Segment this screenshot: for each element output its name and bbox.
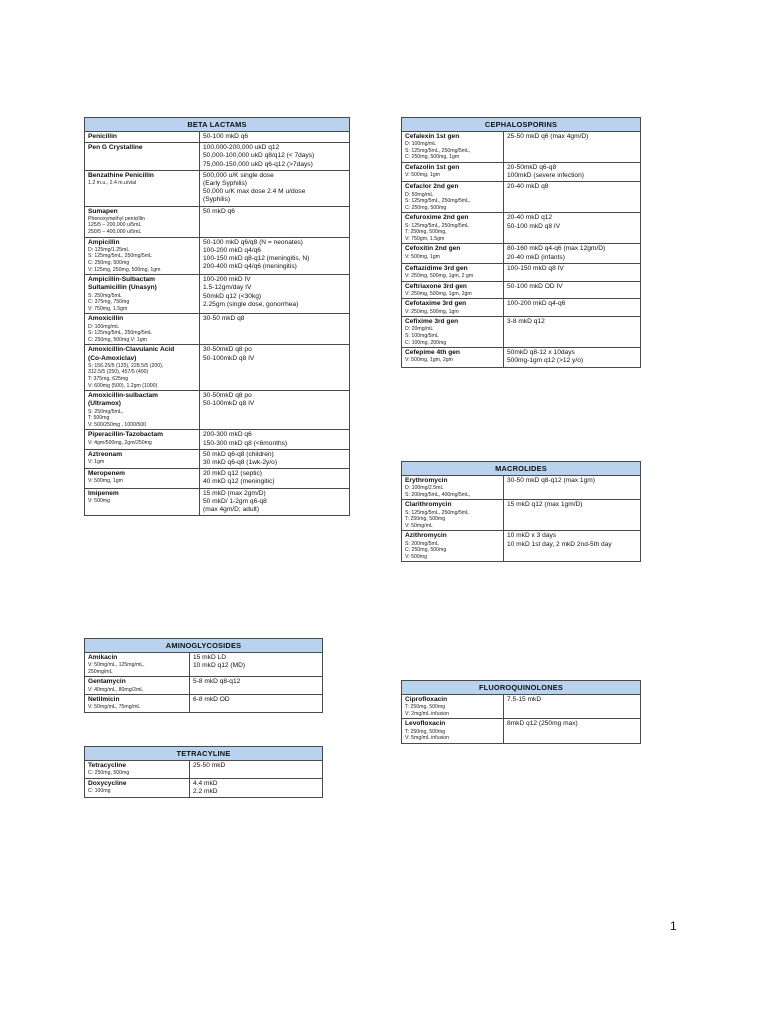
drug-name-alt: (Co-Amoxiclav) (88, 354, 137, 362)
drug-cell (85, 391, 200, 430)
dose-line: 2.25gm (single dose, gonorrhea) (203, 300, 299, 308)
drug-name: Meropenem (88, 470, 126, 478)
dose-line: 1.5-12gm/day IV (203, 284, 252, 292)
dose-line: 50mkD q8-12 x 10days (507, 349, 575, 357)
preparation-line: 250mg/mL (88, 668, 113, 675)
dose-cell (200, 449, 350, 468)
table-title: BETA LACTAMS (85, 118, 350, 132)
table-row (402, 132, 641, 163)
drug-name: Netilmicin (88, 696, 120, 704)
preparation-line: D: 50mg/mL (405, 191, 434, 198)
drug-cell (402, 182, 504, 213)
dose-line: (Syphilis) (203, 196, 231, 204)
table-row (85, 391, 350, 430)
drug-cell (85, 345, 200, 391)
table-row (85, 170, 350, 206)
drug-name: Tetracycline (88, 762, 126, 769)
table-row (402, 281, 641, 299)
dose-line: 50,000-100,000 ukD q8/q12 (< 7days) (203, 152, 315, 160)
dose-line: 100-150 mkD q8-q12 (meningitis, N) (203, 255, 310, 263)
preparation-line: V: 500/250mg , 1000/500 (88, 421, 147, 428)
dose-line: 20-40 mkD q12 (507, 214, 553, 222)
table-row (402, 719, 641, 743)
table-row (402, 695, 641, 719)
preparation-line: V: 750mg, 1.5gm (88, 305, 128, 312)
table-row (402, 476, 641, 500)
preparation-line: 125/5 – 200,000 u/5mL (88, 222, 142, 229)
preparation-line: T: 250mg, 500mg (405, 728, 446, 735)
table-row (85, 430, 350, 449)
dose-cell (504, 162, 641, 181)
dose-line: 2.2 mkD (193, 788, 218, 795)
drug-name: Amoxicillin-sulbactam (88, 392, 158, 400)
fluoroquinolones-table (401, 680, 641, 744)
dose-cell (200, 206, 350, 237)
dose-line: 50-100mkD q8 IV (203, 354, 255, 362)
preparation-line: V: 50mg/mL (405, 522, 433, 529)
preparation-line: V: 750gm, 1.5gm (405, 235, 445, 242)
dose-line: 200-300 mkD q6 (203, 431, 252, 439)
drug-cell (85, 488, 200, 516)
dose-cell (190, 653, 323, 677)
drug-cell (85, 237, 200, 275)
drug-name: Ciprofloxacin (405, 696, 448, 703)
drug-name: Sumapen (88, 207, 118, 215)
table-header-row (402, 118, 641, 132)
dose-cell (504, 719, 641, 743)
dose-line: 30 mkD q6-q8 (1wk-2y/o) (203, 458, 278, 466)
table-title: FLUOROQUINOLONES (402, 681, 641, 695)
table-row (402, 500, 641, 531)
dose-cell (200, 391, 350, 430)
dose-line: 50-100mkD q8 IV (203, 400, 255, 408)
dose-line: 100,000-200,000 ukD q12 (203, 144, 280, 152)
beta-lactams-table (84, 117, 350, 516)
drug-name: Aztreonam (88, 450, 123, 458)
table-header-row (85, 118, 350, 132)
preparation-line: V: 125mg, 250mg, 500mg, 1gm (88, 266, 161, 273)
drug-name: Clarithromycin (405, 501, 452, 509)
dose-cell (200, 345, 350, 391)
drug-name: Imipenem (88, 489, 119, 497)
drug-cell (402, 132, 504, 163)
drug-cell (85, 653, 190, 677)
preparation-line: 1.2 m.u., 2.4 m.u/vial (88, 180, 137, 187)
preparation-line: V: 500mg, 1gm (405, 253, 440, 260)
dose-line: 6-8 mkD OD (193, 696, 230, 704)
drug-cell (402, 317, 504, 348)
preparation-line: C: 250mg, 500mg, 1gm (405, 154, 460, 161)
dose-line: 150-300 mkD q8 (<6months) (203, 439, 288, 447)
table-row (402, 244, 641, 263)
preparation-line: S: 125mg/5mL, 250mg/5mL (405, 509, 470, 516)
dose-line: 20-50mkD q6-q8 (507, 163, 557, 171)
dose-cell (190, 761, 323, 779)
preparation-line: V: 250mg, 500mg, 1gm (405, 308, 459, 315)
drug-cell (85, 275, 200, 314)
table-row (402, 162, 641, 181)
preparation-line: S: 156.25/5 (125), 228.5/5 (200), (88, 362, 164, 369)
drug-name: Benzathine Penicillin (88, 171, 154, 179)
drug-cell (85, 206, 200, 237)
dose-line: 500,000 u/K single dose (203, 171, 274, 179)
table-row (85, 132, 350, 143)
drug-name: Amikacin (88, 654, 118, 661)
drug-name: Cefepime 4th gen (405, 349, 460, 357)
table-row (402, 348, 641, 367)
preparation-line: V: 1gm (88, 458, 105, 465)
preparation-line: S: 125mg/5mL, 250mg/5mL, (405, 198, 471, 205)
preparation-line: C: 250mg, 500mg (88, 770, 130, 777)
drug-name: Pen G Crystalline (88, 144, 143, 152)
dose-line: 15 mkD q12 (max 1gm/D) (507, 501, 583, 509)
dose-cell (200, 469, 350, 488)
dose-cell (200, 132, 350, 143)
preparation-line: S: 100mg/5mL (405, 332, 439, 339)
table-row (402, 317, 641, 348)
dose-cell (504, 531, 641, 562)
drug-cell (402, 213, 504, 244)
drug-cell (85, 143, 200, 171)
drug-name: Cefoxitin 2nd gen (405, 245, 461, 253)
drug-name: Cefuroxime 2nd gen (405, 214, 469, 222)
dose-cell (200, 237, 350, 275)
preparation-line: T: 375mg, 625mg (88, 375, 129, 382)
dose-line: 4.4 mkD (193, 779, 218, 787)
drug-cell (402, 281, 504, 299)
preparation-line: S: 125mg/5mL, 250mg/5mL (88, 253, 153, 260)
drug-cell (402, 348, 504, 367)
drug-name: Erythromycin (405, 477, 448, 484)
preparation-line: V: 600mg (500), 1.2gm (1000) (88, 382, 158, 389)
preparation-line: S: 125mg/5mL, 250mg/5mL, (405, 147, 471, 154)
table-row (85, 677, 323, 695)
dose-line: 50-100 mkD q6/q8 (N = neonates) (203, 238, 303, 246)
preparation-line: C: 100mg (88, 788, 111, 794)
dose-line: 20-40 mkD (infants) (507, 253, 565, 261)
dose-line: 5-8 mkD q8-q12 (193, 678, 241, 686)
page-number: 1 (670, 919, 677, 933)
table-row (85, 237, 350, 275)
drug-name: Ampicillin (88, 238, 120, 246)
dose-cell (200, 170, 350, 206)
dose-line: 50mkD q12 (<30kg) (203, 292, 262, 300)
dose-line: 75,000-150,000 ukD q6-q12 (>7days) (203, 160, 313, 168)
preparation-line: C: 375mg, 750mg (88, 299, 130, 306)
drug-name: Amoxicillin (88, 315, 124, 323)
drug-name: Cefaclor 2nd gen (405, 183, 459, 191)
dose-line: 30-50 mkD q8-q12 (max 1gm) (507, 477, 595, 484)
dose-cell (200, 430, 350, 449)
preparation-line: 250/5 – 400,000 u/5mL (88, 229, 142, 236)
preparation-line: C: 250mg, 500mg (405, 547, 447, 554)
dose-line: 15 mkD LD (193, 654, 226, 661)
macrolides-table (401, 461, 641, 562)
drug-cell (402, 244, 504, 263)
table-title: MACROLIDES (402, 462, 641, 476)
table-row (85, 206, 350, 237)
drug-cell (402, 263, 504, 281)
preparation-line: T: 250mg, 500mg (405, 704, 446, 711)
dose-line: 50 mkD q6 (203, 207, 235, 215)
dose-cell (504, 476, 641, 500)
preparation-line: V: 50mg/mL, 75mg/mL (88, 704, 141, 711)
dose-line: 30-50mkD q8 po (203, 346, 252, 354)
aminoglycosides-table (84, 638, 323, 713)
dose-line: 15 mkD (max 2gm/D) (203, 489, 266, 497)
preparation-line: T: 250mg, 500mg (405, 516, 446, 523)
preparation-line: C: 250mg, 500mg V: 1gm (88, 336, 147, 343)
dose-cell (504, 695, 641, 719)
drug-name: Piperacillin-Tazobactam (88, 431, 163, 439)
drug-name-alt: Sultamicillin (Unasyn) (88, 284, 157, 292)
dose-cell (504, 263, 641, 281)
table-row (85, 778, 323, 797)
drug-name: Levofloxacin (405, 720, 446, 728)
preparation-line: V: 500mg (88, 497, 111, 504)
dose-line: 50-100 mkD q8 IV (507, 222, 561, 230)
drug-name: Azithromycin (405, 532, 447, 540)
preparation-line: S: 125mg/5mL, 250mg/5mL (405, 222, 470, 229)
drug-cell (85, 430, 200, 449)
drug-name: Cefalexin 1st gen (405, 133, 460, 140)
table-row (85, 653, 323, 677)
table-row (402, 213, 641, 244)
drug-cell (402, 500, 504, 531)
drug-cell (85, 170, 200, 206)
drug-cell (402, 531, 504, 562)
drug-name: Gentamycin (88, 678, 126, 686)
drug-cell (85, 695, 190, 713)
drug-cell (85, 778, 190, 797)
dose-line: 500mg-1gm q12 (>12 y/o) (507, 357, 584, 365)
dose-line: 100-200 mkD IV (203, 276, 251, 284)
table-row (402, 263, 641, 281)
preparation-line: S: 250mg/5mL, (88, 408, 124, 415)
preparation-line: S: 125mg/5mL, 250mg/5mL (88, 330, 153, 337)
table-row (85, 449, 350, 468)
preparation-line: V: 250mg, 500mg, 1gm, 2 gm (405, 272, 474, 279)
table-row (402, 531, 641, 562)
cephalosporins-table (401, 117, 641, 368)
dose-line: 30-50 mkD q8 (203, 315, 245, 323)
drug-cell (85, 449, 200, 468)
dose-cell (504, 317, 641, 348)
table-row (85, 143, 350, 171)
tetracyline-table (84, 746, 323, 798)
dose-cell (504, 182, 641, 213)
dose-line: 50-100 mkD q6 (203, 133, 249, 140)
dose-line: 50,000 u/K max dose 2.4 M u/dose (203, 188, 306, 196)
dose-line: 50 mkD q6-q8 (children) (203, 450, 274, 458)
table-title: AMINOGLYCOSIDES (85, 639, 323, 653)
table-row (85, 761, 323, 779)
drug-cell (402, 299, 504, 317)
dose-cell (504, 500, 641, 531)
dose-line: 100mkD (severe infection) (507, 172, 584, 180)
drug-name: Amoxicillin-Clavulanic Acid (88, 346, 175, 354)
dose-cell (200, 275, 350, 314)
dose-line: 40 mkD q12 (meningitic) (203, 478, 275, 486)
table-row (85, 275, 350, 314)
dose-line: 20 mkD q12 (septic) (203, 470, 262, 478)
dose-line: 10 mkD x 3 days (507, 532, 557, 540)
dose-line: (max 4gm/D; adult) (203, 505, 260, 513)
preparation-line: V: 500mg (405, 553, 428, 560)
dose-cell (190, 778, 323, 797)
drug-name: Penicillin (88, 133, 117, 140)
table-row (402, 299, 641, 317)
table-header-row (85, 747, 323, 761)
drug-cell (402, 695, 504, 719)
preparation-line: D: 100mg/mL (88, 323, 120, 330)
preparation-line: T: 500mg (88, 415, 110, 422)
dose-cell (200, 143, 350, 171)
table-title: CEPHALOSPORINS (402, 118, 641, 132)
table-header-row (402, 681, 641, 695)
table-row (85, 469, 350, 488)
table-row (85, 345, 350, 391)
preparation-line: V: 500mg, 1gm (405, 172, 440, 179)
dose-cell (190, 677, 323, 695)
preparation-line: V: 50mg/mL, 125mg/mL, (88, 662, 145, 669)
dose-line: 100-200 mkD q4/q6 (203, 246, 261, 254)
table-header-row (402, 462, 641, 476)
dose-cell (504, 281, 641, 299)
preparation-line: D: 100mg/mL (405, 141, 437, 148)
dose-line: (Early Syphilis) (203, 180, 247, 188)
dose-cell (504, 244, 641, 263)
drug-name: Ceftriaxone 3rd gen (405, 282, 467, 290)
dose-line: 25-50 mkD q6 (max 4gm/D) (507, 133, 589, 140)
preparation-line: V: 500mg, 1gm (88, 478, 123, 485)
dose-line: 3-8 mkD q12 (507, 318, 545, 326)
dose-line: 50 mkD/ 1-2gm q6-q8 (203, 497, 267, 505)
dose-cell (200, 314, 350, 345)
table-row (85, 695, 323, 713)
dose-line: 7.5-15 mkD (507, 696, 542, 703)
preparation-line: S: 200mg/5mL, 400mg/5mL, (405, 491, 471, 498)
drug-name: Ampicillin-Sulbactam (88, 276, 156, 284)
preparation-line: C: 250mg, 500mg (405, 204, 447, 211)
drug-name: Cefixime 3rd gen (405, 318, 459, 326)
drug-name-alt: (Ultramox) (88, 400, 121, 408)
table-row (85, 314, 350, 345)
drug-cell (402, 719, 504, 743)
preparation-line: D: 125mg/1.25mL (88, 246, 130, 253)
preparation-line: V: 40mg/mL, 80mg/2mL (88, 686, 144, 693)
preparation-line: V: 5mg/mL infusion (405, 735, 450, 742)
dose-line: 20-40 mkD q8 (507, 183, 549, 191)
drug-name: Doxycycline (88, 779, 127, 787)
drug-name: Ceftazidime 3rd gen (405, 264, 468, 272)
dose-cell (200, 488, 350, 516)
dose-line: 30-50mkD q8 po (203, 392, 252, 400)
preparation-line: C: 100mg, 200mg (405, 339, 447, 346)
preparation-line: D: 100mg/2.5mL (405, 485, 444, 492)
dose-line: 50-100 mkD OD IV (507, 282, 563, 290)
dose-line: 8mkD q12 (250mg max) (507, 720, 578, 728)
dose-cell (504, 213, 641, 244)
preparation-line: V: 500mg, 1gm, 2gm (405, 357, 453, 364)
dose-cell (190, 695, 323, 713)
drug-name: Cefotaxime 3rd gen (405, 300, 467, 308)
drug-cell (85, 761, 190, 779)
dose-line: 10 mkD 1st day, 2 mkD 2nd-5th day (507, 540, 612, 548)
drug-cell (85, 314, 200, 345)
table-row (402, 182, 641, 213)
table-header-row (85, 639, 323, 653)
dose-line: 80-160 mkD q4-q6 (max 12gm/D) (507, 245, 606, 253)
dose-line: 200-400 mkD q4/q6 (meningitis) (203, 263, 297, 271)
preparation-line: 312.5/5 (250), 457/5 (400) (88, 369, 149, 376)
dose-cell (504, 299, 641, 317)
drug-cell (402, 162, 504, 181)
preparation-line: T: 250mg, 500mg, (405, 229, 447, 236)
drug-cell (85, 677, 190, 695)
preparation-line: S: 200mg/5mL (405, 540, 439, 547)
dose-line: 100-150 mkD q8 IV (507, 264, 564, 272)
preparation-line: S: 250mg/5mL (88, 292, 122, 299)
preparation-line: V: 2mg/mL infusion (405, 710, 450, 717)
preparation-line: Phenoxymethyl penicillin (88, 215, 145, 222)
drug-name: Cefazolin 1st gen (405, 163, 460, 171)
preparation-line: D: 20mg/mL (405, 326, 434, 333)
preparation-line: C: 250mg, 500mg (88, 260, 130, 266)
dose-line: 100-200 mkD q4-q6 (507, 300, 566, 308)
preparation-line: V: 250mg, 500mg, 1gm, 2gm (405, 290, 472, 297)
dose-cell (504, 132, 641, 163)
dose-cell (504, 348, 641, 367)
dose-line: 10 mkD q12 (MD) (193, 662, 246, 670)
drug-cell (85, 469, 200, 488)
table-title: TETRACYLINE (85, 747, 323, 761)
drug-cell (85, 132, 200, 143)
preparation-line: V: 4gm/500mg, 2gm/250mg (88, 439, 152, 446)
table-row (85, 488, 350, 516)
drug-cell (402, 476, 504, 500)
dose-line: 25-50 mkD (193, 762, 226, 769)
